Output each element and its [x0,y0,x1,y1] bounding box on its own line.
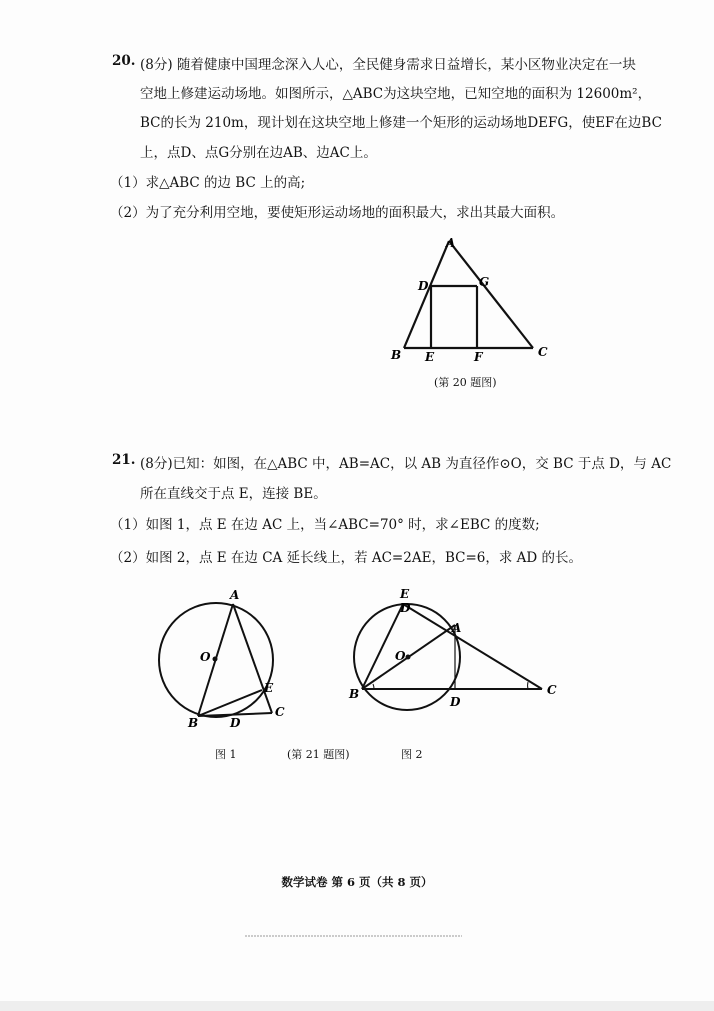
page-footer: 数学试卷 第 6 页（共 8 页） [281,875,433,889]
fig1-label-o: O [200,650,211,664]
q20-label-c: C [538,345,548,359]
q21-part-2: （2）如图 2，点 E 在边 CA 延长线上，若 AC=2AE，BC=6，求 AD 的长。 [110,550,582,566]
q20-label-a: A [446,236,456,250]
q20-part-2: （2）为了充分利用空地，要使矩形运动场地的面积最大，求出其最大面积。 [110,205,565,221]
q20-part-1: （1）求△ABC 的边 BC 上的高; [110,175,306,191]
fig1-label-e: E [264,681,274,695]
q20-line-1: (8分) 随着健康中国理念深入人心，全民健身需求日益增长，某小区物业决定在一块 [140,57,636,73]
q20-label-f: F [474,350,483,364]
fig1-label-a: A [230,588,240,602]
fig2-label-d-top: D [400,601,411,615]
fig2-label-e: E [400,587,410,601]
fig1-label-d: D [230,716,241,730]
fig2-label-b: B [349,687,360,701]
q20-label-g: G [479,275,490,289]
q20-label-b: B [391,348,402,362]
fig1-label-c: C [275,705,285,719]
q21-caption: (第 21 题图) [287,748,350,761]
q20-label-d: D [418,279,429,293]
fig2-label-c: C [547,683,557,697]
q20-label-e: E [425,350,435,364]
q20-line-4: 上，点D、点G分别在边AB、边AC上。 [140,145,377,161]
fig2-label-d: D [450,695,461,709]
q20-line-3: BC的长为 210m，现计划在这块空地上修建一个矩形的运动场地DEFG，使EF在边BC [140,115,662,131]
fig1-label-b: B [188,716,199,730]
q21-line-1: (8分)已知：如图，在△ABC 中，AB=AC，以 AB 为直径作⊙O，交 BC 于点 D，与 AC [140,456,672,472]
fig2-caption: 图 2 [401,748,423,761]
q21-number: 21. [112,452,136,468]
q20-line-2: 空地上修建运动场地。如图所示，△ABC为这块空地，已知空地的面积为 12600m²， [140,86,652,102]
q20-caption: (第 20 题图) [434,376,497,389]
page-bottom-edge [0,1001,714,1011]
fig1-caption: 图 1 [215,748,237,761]
fig2-label-o: O [395,649,406,663]
fig2-label-a: A [452,621,462,635]
q21-part-1: （1）如图 1，点 E 在边 AC 上，当∠ABC=70° 时，求∠EBC 的度数; [110,517,540,533]
q20-number: 20. [112,53,136,69]
q21-line-2: 所在直线交于点 E，连接 BE。 [140,486,327,502]
